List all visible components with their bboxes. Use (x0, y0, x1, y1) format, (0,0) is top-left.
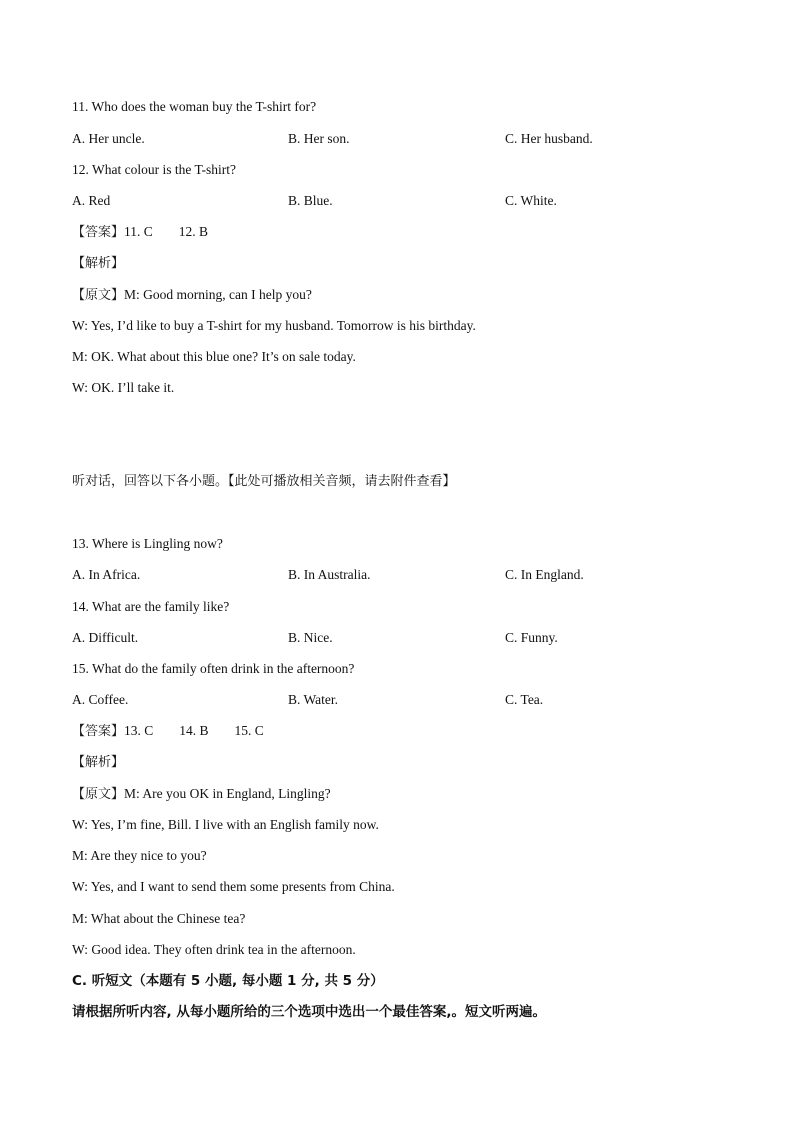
option-a: A. Difficult. (72, 630, 139, 645)
question-12: 12. What colour is the T-shirt? (72, 162, 236, 177)
transcript-line-1 (72, 286, 312, 305)
option-a: A. Her uncle. (72, 131, 145, 146)
options-11 (0, 130, 794, 148)
transcript-line-4: W: Yes, and I want to send them some presents from China. (72, 879, 395, 894)
question-14: 14. What are the family like? (72, 599, 230, 614)
transcript-line-6: W: Good idea. They often drink tea in the afternoon. (72, 942, 356, 957)
option-a: A. Coffee. (72, 692, 129, 707)
question-13: 13. Where is Lingling now? (72, 536, 223, 551)
transcript-line-2: W: Yes, I’d like to buy a T-shirt for my husband. Tomorrow is his birthday. (72, 318, 476, 333)
option-c: C. Funny. (505, 630, 558, 645)
transcript-line-2: W: Yes, I’m fine, Bill. I live with an English family now. (72, 817, 379, 832)
answer-11: 11. C (124, 224, 153, 239)
option-c: C. In England. (505, 567, 584, 582)
option-b: B. Water. (288, 692, 339, 707)
listening-instruction: 听对话，回答以下各小题。【此处可播放相关音频，请去附件查看】 (72, 474, 456, 489)
option-a: A. In Africa. (72, 567, 141, 582)
section-c-heading: C. 听短文（本题有 5 小题, 每小题 1 分, 共 5 分） (72, 973, 384, 989)
transcript-text: M: Good morning, can I help you? (124, 287, 312, 302)
option-c: C. Her husband. (505, 131, 593, 146)
transcript-tag: 【原文】 (72, 288, 125, 303)
transcript-line-1 (72, 785, 331, 804)
section-c-instruction: 请根据所听内容, 从每小题所给的三个选项中选出一个最佳答案,。短文听两遍。 (72, 1004, 546, 1020)
option-c: C. Tea. (505, 692, 544, 707)
answer-12: 12. B (178, 224, 209, 239)
option-b: B. Blue. (288, 193, 333, 208)
option-a: A. Red (72, 193, 111, 208)
analysis-tag: 【解析】 (72, 256, 125, 271)
options-13 (0, 566, 794, 584)
options-14 (0, 629, 794, 647)
options-12 (0, 192, 794, 210)
answer-line (72, 223, 208, 242)
options-15 (0, 691, 794, 709)
answer-15: 15. C (234, 723, 264, 738)
answer-14: 14. B (179, 723, 209, 738)
option-c: C. White. (505, 193, 557, 208)
question-15: 15. What do the family often drink in the afternoon? (72, 661, 355, 676)
option-b: B. Her son. (288, 131, 350, 146)
answer-13: 13. C (124, 723, 154, 738)
transcript-line-3: M: Are they nice to you? (72, 848, 207, 863)
question-11: 11. Who does the woman buy the T-shirt for? (72, 99, 317, 114)
option-b: B. In Australia. (288, 567, 371, 582)
option-b: B. Nice. (288, 630, 333, 645)
transcript-line-3: M: OK. What about this blue one? It’s on sale today. (72, 349, 356, 364)
analysis-tag: 【解析】 (72, 755, 125, 770)
transcript-tag: 【原文】 (72, 787, 125, 802)
answer-tag: 【答案】 (72, 225, 125, 240)
transcript-line-5: M: What about the Chinese tea? (72, 911, 246, 926)
answer-line (72, 722, 264, 741)
answer-tag: 【答案】 (72, 724, 125, 739)
transcript-text: M: Are you OK in England, Lingling? (124, 786, 331, 801)
transcript-line-4: W: OK. I’ll take it. (72, 380, 175, 395)
